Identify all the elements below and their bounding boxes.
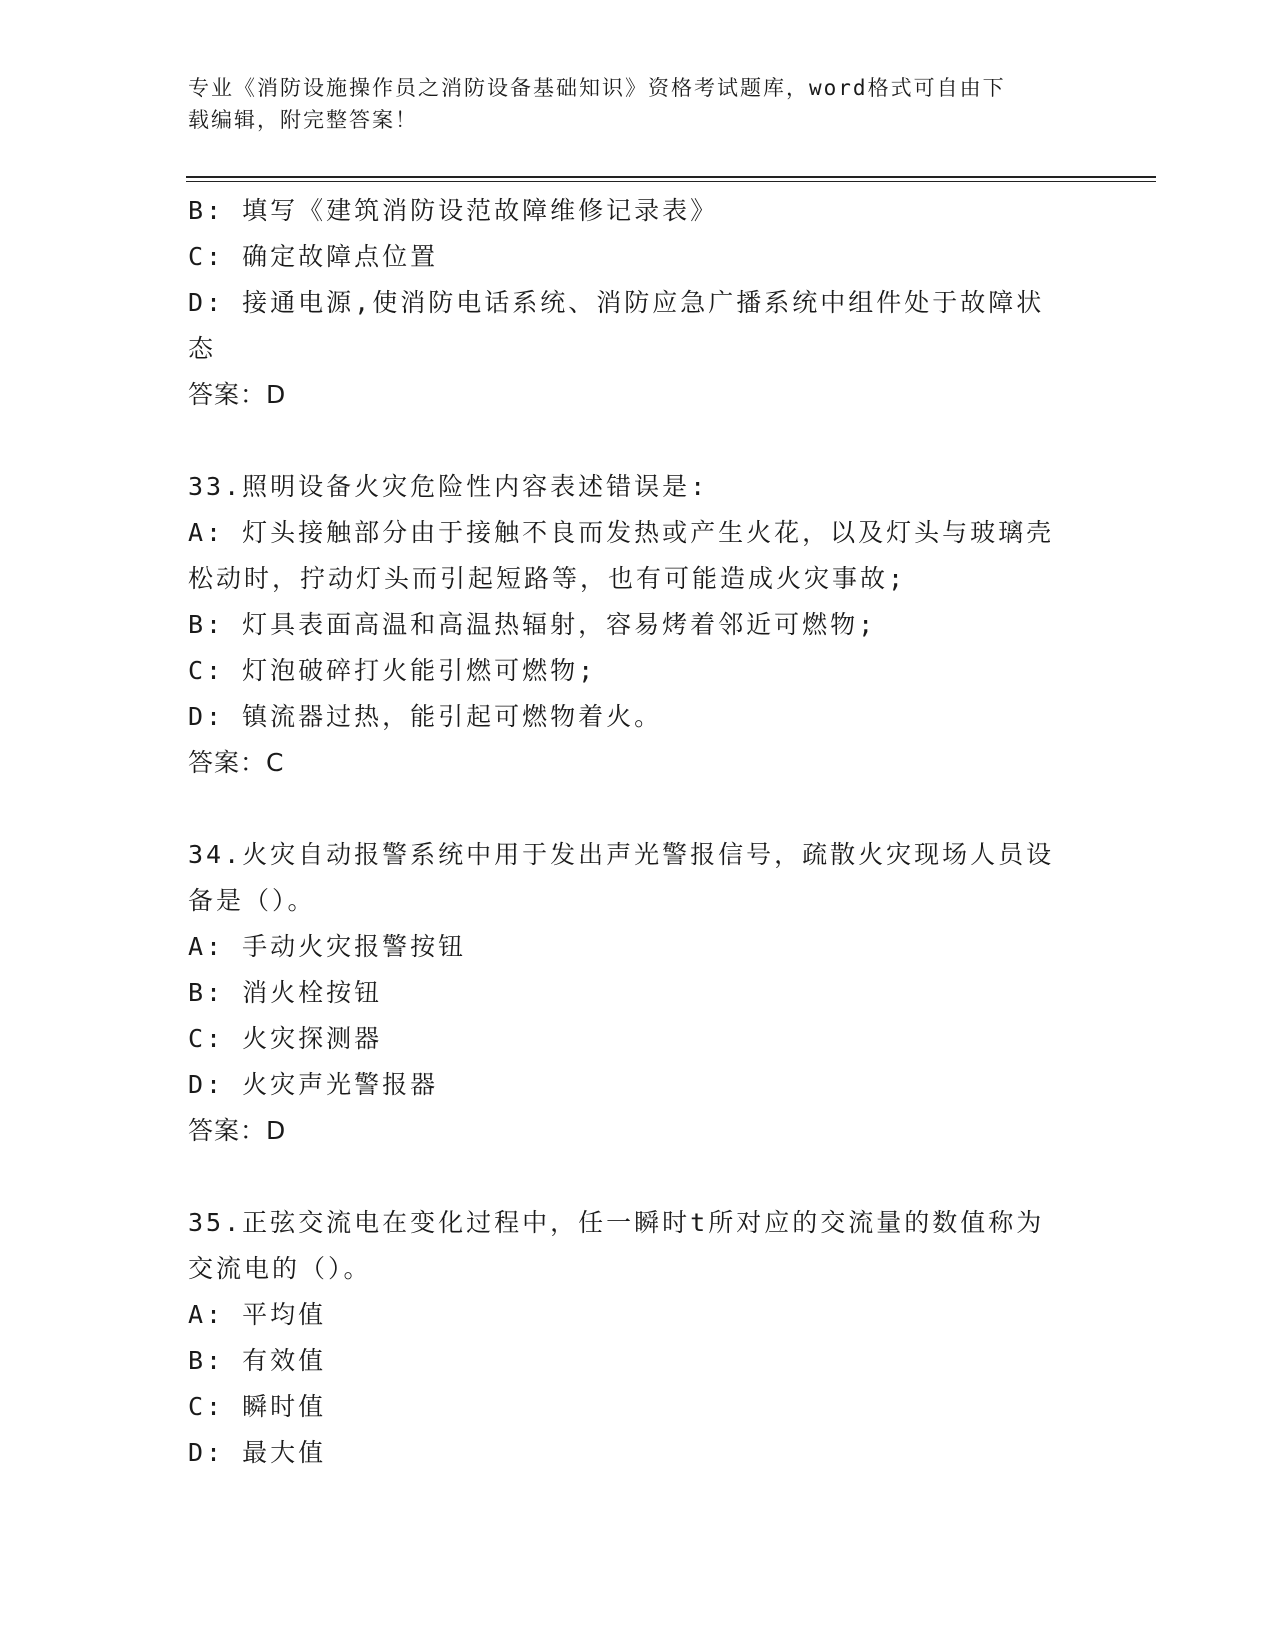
option-d-line-2: 态 [188, 334, 217, 363]
option-d: D: 镇流器过热，能引起可燃物着火。 [188, 702, 663, 731]
option-b: B: 灯具表面高温和高温热辐射，容易烤着邻近可燃物; [188, 610, 877, 639]
question-stem: 33.照明设备火灾危险性内容表述错误是: [188, 472, 709, 501]
question-list [188, 188, 1088, 1476]
option-b: B: 有效值 [188, 1346, 327, 1375]
option-b: B: 消火栓按钮 [188, 978, 383, 1007]
answer: 答案：C [188, 748, 285, 777]
option-c: C: 火灾探测器 [188, 1024, 383, 1053]
question-32-tail [188, 188, 1088, 418]
answer: 答案：D [188, 380, 287, 409]
header-intro-line-1: 专业《消防设施操作员之消防设备基础知识》资格考试题库，word格式可自由下 [188, 76, 1006, 100]
question-stem-line-1: 35.正弦交流电在变化过程中，任一瞬时t所对应的交流量的数值称为 [188, 1208, 1045, 1237]
option-d: D: 火灾声光警报器 [188, 1070, 439, 1099]
option-a: A: 平均值 [188, 1300, 327, 1329]
option-c: C: 确定故障点位置 [188, 242, 439, 271]
option-a-line-1: A: 灯头接触部分由于接触不良而发热或产生火花，以及灯头与玻璃壳 [188, 518, 1055, 547]
question-stem-line-2: 备是（）。 [188, 886, 316, 915]
header-intro-line-2: 载编辑，附完整答案！ [188, 108, 418, 132]
question-35 [188, 1200, 1088, 1476]
option-c: C: 灯泡破碎打火能引燃可燃物; [188, 656, 597, 685]
spacer [188, 786, 1088, 832]
question-33 [188, 464, 1088, 786]
option-d-line-1: D: 接通电源,使消防电话系统、消防应急广播系统中组件处于故障状 [188, 288, 1045, 317]
header-divider [186, 176, 1156, 182]
option-a: A: 手动火灾报警按钮 [188, 932, 467, 961]
spacer [188, 418, 1088, 464]
spacer [188, 1154, 1088, 1200]
option-d: D: 最大值 [188, 1438, 327, 1467]
option-b: B: 填写《建筑消防设范故障维修记录表》 [188, 196, 719, 225]
option-a-line-2: 松动时，拧动灯头而引起短路等，也有可能造成火灾事故; [188, 564, 907, 593]
question-34 [188, 832, 1088, 1154]
answer: 答案：D [188, 1116, 287, 1145]
question-stem-line-1: 34.火灾自动报警系统中用于发出声光警报信号，疏散火灾现场人员设 [188, 840, 1055, 869]
question-stem-line-2: 交流电的（）。 [188, 1254, 372, 1283]
page-header [188, 72, 1068, 136]
option-c: C: 瞬时值 [188, 1392, 327, 1421]
